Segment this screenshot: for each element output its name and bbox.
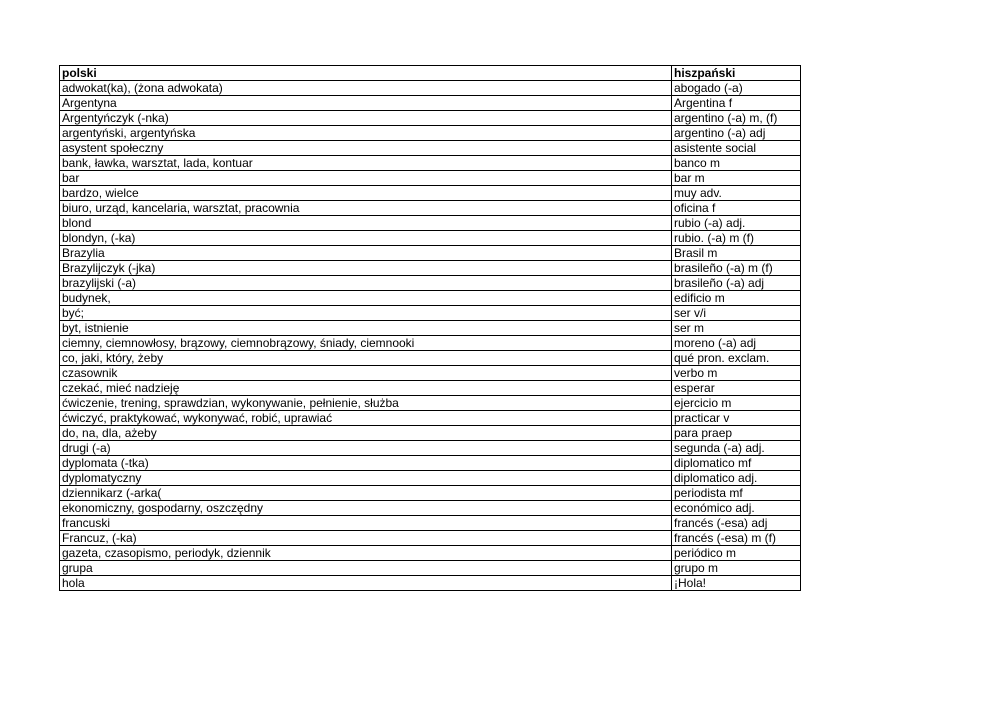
- polish-term-cell: bank, ławka, warsztat, lada, kontuar: [60, 156, 672, 171]
- spanish-term-cell: ejercicio m: [672, 396, 801, 411]
- polish-term-cell: Francuz, (-ka): [60, 531, 672, 546]
- table-row: [60, 216, 801, 231]
- spanish-term-cell: segunda (-a) adj.: [672, 441, 801, 456]
- polish-term-cell: do, na, dla, ażeby: [60, 426, 672, 441]
- spanish-term-cell: periódico m: [672, 546, 801, 561]
- spanish-term-cell: Brasil m: [672, 246, 801, 261]
- table-row: [60, 81, 801, 96]
- table-row: [60, 486, 801, 501]
- table-row: [60, 546, 801, 561]
- table-header-row: [60, 66, 801, 81]
- polish-term-cell: hola: [60, 576, 672, 591]
- spanish-term-cell: ser m: [672, 321, 801, 336]
- polish-term-cell: Brazylijczyk (-jka): [60, 261, 672, 276]
- table-row: [60, 441, 801, 456]
- polish-term-cell: być;: [60, 306, 672, 321]
- polish-term-cell: brazylijski (-a): [60, 276, 672, 291]
- table-row: [60, 336, 801, 351]
- spanish-term-cell: diplomatico adj.: [672, 471, 801, 486]
- polish-term-cell: biuro, urząd, kancelaria, warsztat, pracownia: [60, 201, 672, 216]
- spanish-term-cell: brasileño (-a) adj: [672, 276, 801, 291]
- polish-term-cell: gazeta, czasopismo, periodyk, dziennik: [60, 546, 672, 561]
- polish-term-cell: adwokat(ka), (żona adwokata): [60, 81, 672, 96]
- spanish-term-cell: argentino (-a) m, (f): [672, 111, 801, 126]
- polish-term-cell: ćwiczyć, praktykować, wykonywać, robić, uprawiać: [60, 411, 672, 426]
- polish-term-cell: dyplomata (-tka): [60, 456, 672, 471]
- table-row: [60, 201, 801, 216]
- spanish-term-cell: diplomatico mf: [672, 456, 801, 471]
- table-row: [60, 156, 801, 171]
- polish-term-cell: ekonomiczny, gospodarny, oszczędny: [60, 501, 672, 516]
- table-row: [60, 516, 801, 531]
- polish-term-cell: Argentyna: [60, 96, 672, 111]
- table-row: [60, 321, 801, 336]
- table-row: [60, 186, 801, 201]
- spanish-term-cell: rubio (-a) adj.: [672, 216, 801, 231]
- polish-term-cell: drugi (-a): [60, 441, 672, 456]
- polish-term-cell: bar: [60, 171, 672, 186]
- table-row: [60, 471, 801, 486]
- spanish-term-cell: francés (-esa) adj: [672, 516, 801, 531]
- polish-term-cell: Argentyńczyk (-nka): [60, 111, 672, 126]
- spanish-term-cell: ser v/i: [672, 306, 801, 321]
- spanish-term-cell: oficina f: [672, 201, 801, 216]
- polish-term-cell: co, jaki, który, żeby: [60, 351, 672, 366]
- polish-term-cell: czekać, mieć nadzieję: [60, 381, 672, 396]
- spanish-term-cell: ¡Hola!: [672, 576, 801, 591]
- table-row: [60, 351, 801, 366]
- table-row: [60, 126, 801, 141]
- spanish-term-cell: Argentina f: [672, 96, 801, 111]
- vocabulary-rows: [60, 81, 801, 591]
- spanish-term-cell: abogado (-a): [672, 81, 801, 96]
- polish-term-cell: Brazylia: [60, 246, 672, 261]
- table-row: [60, 141, 801, 156]
- table-row: [60, 306, 801, 321]
- table-row: [60, 576, 801, 591]
- spanish-term-cell: moreno (-a) adj: [672, 336, 801, 351]
- table-row: [60, 426, 801, 441]
- spanish-term-cell: rubio. (-a) m (f): [672, 231, 801, 246]
- polish-term-cell: francuski: [60, 516, 672, 531]
- polish-term-cell: bardzo, wielce: [60, 186, 672, 201]
- spanish-term-cell: practicar v: [672, 411, 801, 426]
- spanish-term-cell: argentino (-a) adj: [672, 126, 801, 141]
- table-row: [60, 291, 801, 306]
- table-row: [60, 261, 801, 276]
- table-row: [60, 171, 801, 186]
- table-row: [60, 366, 801, 381]
- polish-term-cell: asystent społeczny: [60, 141, 672, 156]
- column-header-spanish: hiszpański: [672, 66, 801, 81]
- table-row: [60, 231, 801, 246]
- table-row: [60, 96, 801, 111]
- table-row: [60, 501, 801, 516]
- polish-term-cell: blondyn, (-ka): [60, 231, 672, 246]
- vocabulary-sheet: [59, 65, 800, 591]
- polish-term-cell: dyplomatyczny: [60, 471, 672, 486]
- table-row: [60, 396, 801, 411]
- spanish-term-cell: grupo m: [672, 561, 801, 576]
- spanish-term-cell: verbo m: [672, 366, 801, 381]
- polish-term-cell: byt, istnienie: [60, 321, 672, 336]
- polish-term-cell: argentyński, argentyńska: [60, 126, 672, 141]
- spanish-term-cell: esperar: [672, 381, 801, 396]
- spanish-term-cell: para praep: [672, 426, 801, 441]
- table-row: [60, 111, 801, 126]
- vocabulary-table: [59, 65, 801, 591]
- polish-term-cell: ciemny, ciemnowłosy, brązowy, ciemnobrązowy, śniady, ciemnooki: [60, 336, 672, 351]
- table-row: [60, 531, 801, 546]
- spanish-term-cell: francés (-esa) m (f): [672, 531, 801, 546]
- column-header-polish: polski: [60, 66, 672, 81]
- table-row: [60, 276, 801, 291]
- polish-term-cell: czasownik: [60, 366, 672, 381]
- table-row: [60, 381, 801, 396]
- polish-term-cell: blond: [60, 216, 672, 231]
- spanish-term-cell: económico adj.: [672, 501, 801, 516]
- polish-term-cell: ćwiczenie, trening, sprawdzian, wykonywanie, pełnienie, służba: [60, 396, 672, 411]
- table-row: [60, 456, 801, 471]
- spanish-term-cell: muy adv.: [672, 186, 801, 201]
- table-row: [60, 411, 801, 426]
- table-row: [60, 561, 801, 576]
- spanish-term-cell: bar m: [672, 171, 801, 186]
- polish-term-cell: grupa: [60, 561, 672, 576]
- spanish-term-cell: qué pron. exclam.: [672, 351, 801, 366]
- polish-term-cell: budynek,: [60, 291, 672, 306]
- table-row: [60, 246, 801, 261]
- spanish-term-cell: brasileño (-a) m (f): [672, 261, 801, 276]
- spanish-term-cell: periodista mf: [672, 486, 801, 501]
- spanish-term-cell: asistente social: [672, 141, 801, 156]
- spanish-term-cell: edificio m: [672, 291, 801, 306]
- polish-term-cell: dziennikarz (-arka(: [60, 486, 672, 501]
- spanish-term-cell: banco m: [672, 156, 801, 171]
